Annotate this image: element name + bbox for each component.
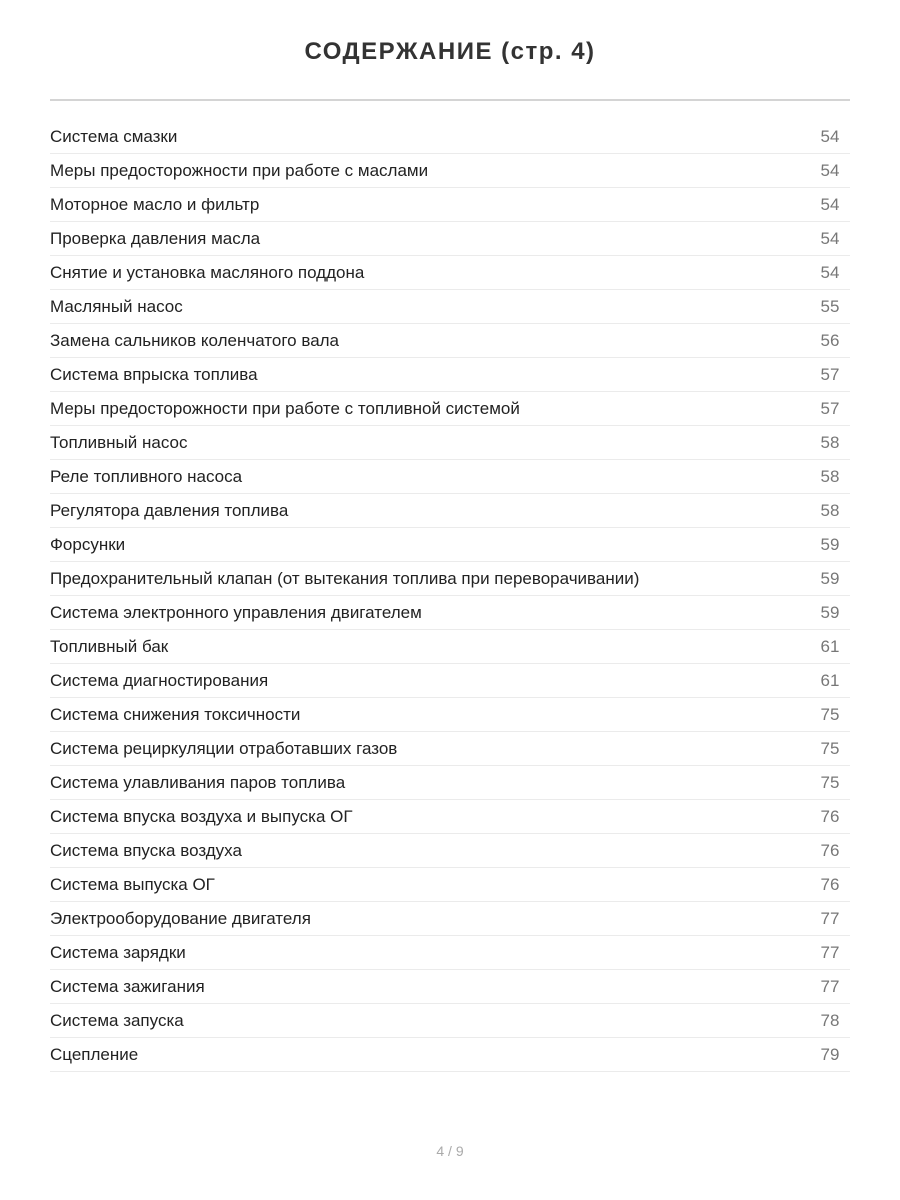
- toc-entry-title: Система диагностирования: [50, 670, 269, 690]
- toc-entry-page-number: 75: [820, 704, 840, 724]
- toc-entry[interactable]: [50, 664, 850, 698]
- toc-entry-page-number: 57: [820, 398, 840, 418]
- toc-entry-page-number: 58: [820, 500, 840, 520]
- toc-entry[interactable]: [50, 358, 850, 392]
- page-title: СОДЕРЖАНИЕ (стр. 4): [304, 38, 596, 65]
- title-divider: [50, 99, 850, 101]
- toc-entry-page-number: 59: [820, 534, 840, 554]
- toc-entry-title: Система снижения токсичности: [50, 704, 301, 724]
- toc-entry-title: Реле топливного насоса: [50, 466, 243, 486]
- toc-entry[interactable]: [50, 800, 850, 834]
- toc-entry-title: Снятие и установка масляного поддона: [50, 262, 365, 282]
- toc-entry[interactable]: [50, 766, 850, 800]
- toc-entry-page-number: 76: [820, 806, 840, 826]
- page-indicator: 4 / 9: [436, 1143, 464, 1159]
- toc-entry[interactable]: [50, 630, 850, 664]
- toc-entry-page-number: 55: [820, 296, 840, 316]
- toc-entry-title: Проверка давления масла: [50, 228, 261, 248]
- toc-entry-title: Система запуска: [50, 1010, 184, 1030]
- toc-entry[interactable]: [50, 460, 850, 494]
- toc-entry-page-number: 61: [820, 670, 840, 690]
- toc-entry-page-number: 75: [820, 772, 840, 792]
- toc-entry-page-number: 54: [820, 194, 840, 214]
- toc-entry[interactable]: [50, 154, 850, 188]
- toc-entry-title: Форсунки: [50, 534, 126, 554]
- toc-entry-title: Система впрыска топлива: [50, 364, 258, 384]
- toc-entry-page-number: 54: [820, 126, 840, 146]
- toc-entry[interactable]: [50, 902, 850, 936]
- toc-entry[interactable]: [50, 698, 850, 732]
- toc-entry-title: Регулятора давления топлива: [50, 500, 289, 520]
- toc-entry-page-number: 61: [820, 636, 840, 656]
- toc-entry[interactable]: [50, 392, 850, 426]
- toc-entry-page-number: 76: [820, 840, 840, 860]
- toc-entry-page-number: 77: [820, 976, 840, 996]
- toc-list: [50, 120, 850, 1072]
- toc-entry-title: Система зарядки: [50, 942, 186, 962]
- toc-entry-page-number: 54: [820, 160, 840, 180]
- toc-entry-page-number: 76: [820, 874, 840, 894]
- toc-entry-page-number: 77: [820, 908, 840, 928]
- toc-entry-page-number: 78: [820, 1010, 840, 1030]
- toc-entry-title: Система впуска воздуха: [50, 840, 242, 860]
- toc-entry-title: Топливный насос: [50, 432, 188, 452]
- toc-entry[interactable]: [50, 868, 850, 902]
- toc-entry-title: Электрооборудование двигателя: [50, 908, 311, 928]
- toc-entry-title: Замена сальников коленчатого вала: [50, 330, 340, 350]
- toc-entry-page-number: 59: [820, 602, 840, 622]
- toc-entry-title: Топливный бак: [50, 636, 169, 656]
- toc-entry-page-number: 56: [820, 330, 840, 350]
- toc-entry-title: Система выпуска ОГ: [50, 874, 215, 894]
- toc-entry-title: Меры предосторожности при работе с топливной системой: [50, 398, 520, 418]
- toc-entry-page-number: 58: [820, 466, 840, 486]
- toc-entry-title: Моторное масло и фильтр: [50, 194, 260, 214]
- toc-entry-title: Меры предосторожности при работе с маслами: [50, 160, 429, 180]
- toc-entry[interactable]: [50, 1038, 850, 1072]
- toc-entry[interactable]: [50, 562, 850, 596]
- toc-entry[interactable]: [50, 222, 850, 256]
- toc-entry[interactable]: [50, 732, 850, 766]
- toc-entry[interactable]: [50, 120, 850, 154]
- toc-entry[interactable]: [50, 970, 850, 1004]
- toc-entry[interactable]: [50, 596, 850, 630]
- toc-entry-title: Система впуска воздуха и выпуска ОГ: [50, 806, 353, 826]
- toc-entry-page-number: 79: [820, 1044, 840, 1064]
- toc-entry-page-number: 54: [820, 228, 840, 248]
- toc-entry[interactable]: [50, 528, 850, 562]
- toc-entry-title: Сцепление: [50, 1044, 139, 1064]
- toc-entry[interactable]: [50, 290, 850, 324]
- toc-entry[interactable]: [50, 426, 850, 460]
- toc-entry-title: Система зажигания: [50, 976, 205, 996]
- toc-entry-title: Предохранительный клапан (от вытекания топлива при переворачивании): [50, 568, 640, 588]
- toc-entry-page-number: 77: [820, 942, 840, 962]
- toc-entry-page-number: 75: [820, 738, 840, 758]
- toc-entry-page-number: 59: [820, 568, 840, 588]
- toc-entry-page-number: 54: [820, 262, 840, 282]
- toc-entry[interactable]: [50, 256, 850, 290]
- toc-entry-title: Система смазки: [50, 126, 178, 146]
- toc-entry[interactable]: [50, 1004, 850, 1038]
- toc-entry[interactable]: [50, 324, 850, 358]
- toc-entry[interactable]: [50, 188, 850, 222]
- toc-entry-title: Масляный насос: [50, 296, 183, 316]
- toc-entry-title: Система рециркуляции отработавших газов: [50, 738, 398, 758]
- toc-entry[interactable]: [50, 834, 850, 868]
- toc-entry-title: Система электронного управления двигателем: [50, 602, 422, 622]
- toc-entry[interactable]: [50, 936, 850, 970]
- toc-entry[interactable]: [50, 494, 850, 528]
- toc-entry-page-number: 58: [820, 432, 840, 452]
- toc-entry-title: Система улавливания паров топлива: [50, 772, 346, 792]
- toc-entry-page-number: 57: [820, 364, 840, 384]
